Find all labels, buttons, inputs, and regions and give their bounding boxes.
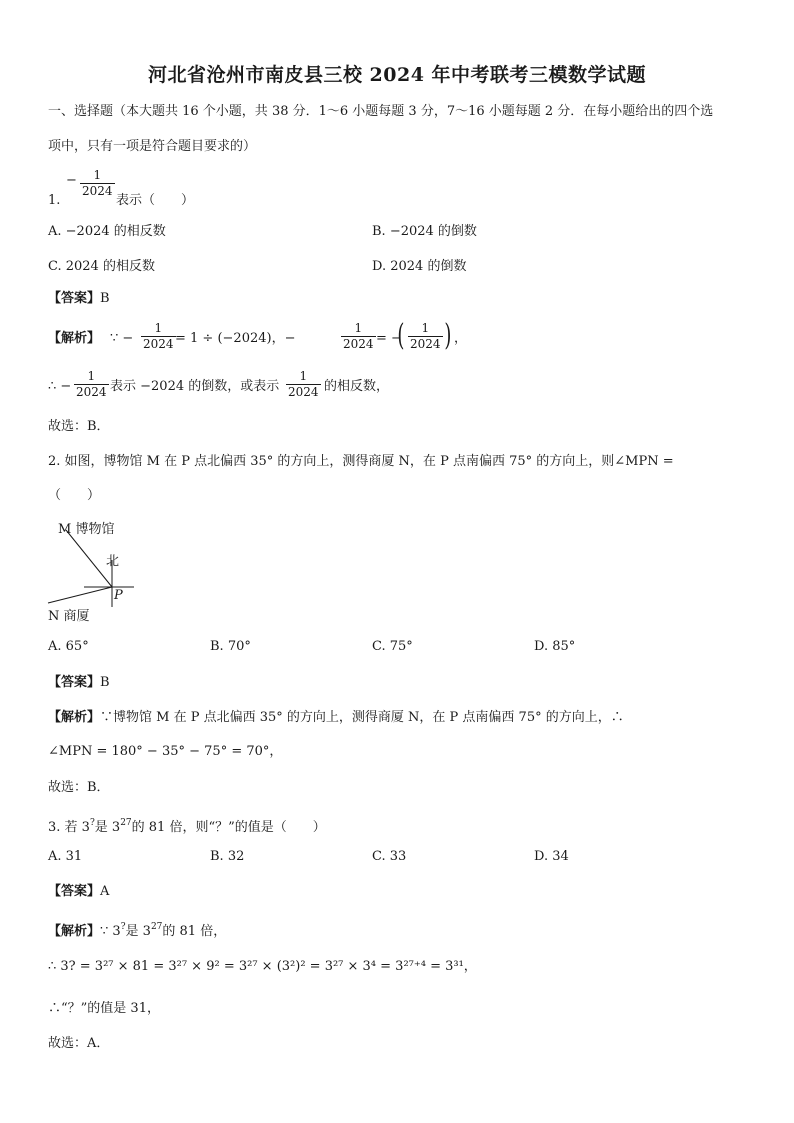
option-a[interactable]: A. 31 bbox=[48, 849, 83, 864]
pn-ray bbox=[48, 587, 112, 603]
question-number: 1. bbox=[48, 193, 61, 208]
direction-diagram bbox=[46, 515, 146, 625]
section-instructions-line1: 一、选择题（本大题共 16 个小题，共 38 分．1～6 小题每题 3 分，7～16 小题每题 2 分．在每小题给出的四个选 bbox=[48, 104, 714, 119]
label-mall: N 商厦 bbox=[48, 609, 90, 624]
fraction-numerator: 1 bbox=[74, 369, 109, 385]
analysis-label: 【解析】 bbox=[48, 924, 101, 939]
analysis-text: ， bbox=[454, 331, 468, 346]
right-paren: ) bbox=[444, 318, 452, 353]
question-1-conclusion: 故选：B． bbox=[48, 419, 110, 434]
answer-value: B bbox=[100, 291, 110, 306]
fraction-numerator: 1 bbox=[80, 168, 115, 184]
analysis-text: 的 81 倍， bbox=[162, 924, 227, 939]
analysis-label: 【解析】 bbox=[48, 331, 101, 346]
exponent: ? bbox=[120, 922, 126, 932]
answer-label: 【答案】 bbox=[48, 291, 101, 306]
answer-value: A bbox=[100, 884, 110, 899]
fraction-denominator: 2024 bbox=[410, 337, 441, 351]
fraction bbox=[408, 321, 443, 352]
question-2-stem-line1: 2. 如图，博物馆 M 在 P 点北偏西 35° 的方向上，测得商厦 N，在 P 点南偏西 75° 的方向上，则∠MPN = bbox=[48, 454, 674, 469]
fraction-denominator: 2024 bbox=[82, 184, 113, 198]
stem-text: 是 3 bbox=[94, 820, 121, 835]
analysis-text: 是 3 bbox=[125, 924, 151, 939]
fraction-denominator: 2024 bbox=[143, 337, 174, 351]
exponent: 27 bbox=[120, 818, 132, 828]
exponent: 27 bbox=[150, 922, 163, 932]
option-b[interactable]: B. 70° bbox=[210, 639, 251, 654]
analysis-text: ∵ 3 bbox=[100, 924, 121, 939]
fraction bbox=[141, 321, 176, 352]
option-d[interactable]: D. 2024 的倒数 bbox=[372, 259, 467, 274]
question-2-analysis-line1 bbox=[48, 709, 624, 727]
fraction bbox=[341, 321, 376, 352]
question-3-conclusion: 故选：A． bbox=[48, 1036, 110, 1051]
option-c[interactable]: C. 2024 的相反数 bbox=[48, 259, 155, 274]
stem-text: 3. 若 3 bbox=[48, 820, 90, 835]
answer-label: 【答案】 bbox=[48, 884, 101, 899]
analysis-text: = − bbox=[376, 331, 402, 346]
fraction-numerator: 1 bbox=[408, 321, 443, 337]
question-1-stem-text: 表示（ ） bbox=[116, 193, 195, 208]
analysis-text: ∵博物馆 M 在 P 点北偏西 35° 的方向上，测得商厦 N，在 P 点南偏西 75° 的方向上，∴ bbox=[100, 710, 624, 725]
analysis-text: = 1 ÷ (−2024)，− bbox=[175, 331, 296, 346]
analysis-text: ∵ − bbox=[110, 331, 134, 346]
analysis-text: 的相反数， bbox=[324, 379, 390, 394]
question-2-conclusion: 故选：B． bbox=[48, 780, 110, 795]
analysis-text: 表示 −2024 的倒数，或表示 bbox=[110, 379, 280, 394]
left-paren: ( bbox=[397, 318, 405, 353]
fraction-denominator: 2024 bbox=[343, 337, 374, 351]
analysis-text: ∴ − bbox=[48, 379, 72, 394]
question-3-stem bbox=[48, 814, 326, 837]
page-title: 河北省沧州市南皮县三校 2024 年中考联考三模数学试题 bbox=[147, 64, 647, 86]
analysis-label: 【解析】 bbox=[48, 710, 101, 725]
fraction bbox=[80, 168, 115, 199]
answer-value: B bbox=[100, 675, 110, 690]
label-museum: M 博物馆 bbox=[58, 522, 115, 537]
fraction-denominator: 2024 bbox=[76, 385, 107, 399]
question-2-answer bbox=[48, 674, 110, 692]
minus-sign: − bbox=[66, 173, 77, 188]
fraction-numerator: 1 bbox=[141, 321, 176, 337]
question-2-analysis-line2: ∠MPN = 180° − 35° − 75° = 70°， bbox=[48, 744, 283, 759]
option-b[interactable]: B. −2024 的倒数 bbox=[372, 224, 477, 239]
label-point-p: P bbox=[114, 588, 123, 603]
stem-text: 的 81 倍，则“？”的值是（ ） bbox=[131, 820, 326, 835]
fraction-numerator: 1 bbox=[286, 369, 321, 385]
option-b[interactable]: B. 32 bbox=[210, 849, 245, 864]
question-3-analysis-line1 bbox=[48, 918, 226, 941]
fraction-denominator: 2024 bbox=[288, 385, 319, 399]
fraction bbox=[286, 369, 321, 400]
label-north: 北 bbox=[106, 554, 120, 569]
question-3-answer bbox=[48, 883, 109, 901]
section-instructions-line2: 项中，只有一项是符合题目要求的） bbox=[48, 139, 257, 154]
option-c[interactable]: C. 33 bbox=[372, 849, 407, 864]
option-a[interactable]: A. 65° bbox=[48, 639, 89, 654]
option-d[interactable]: D. 85° bbox=[534, 639, 576, 654]
exponent: ? bbox=[89, 818, 95, 828]
fraction bbox=[74, 369, 109, 400]
option-c[interactable]: C. 75° bbox=[372, 639, 413, 654]
question-3-analysis-line3: ∴“？”的值是 31， bbox=[48, 1001, 160, 1016]
answer-label: 【答案】 bbox=[48, 675, 101, 690]
option-d[interactable]: D. 34 bbox=[534, 849, 569, 864]
question-2-stem-line2: （ ） bbox=[48, 488, 101, 503]
option-a[interactable]: A. −2024 的相反数 bbox=[48, 224, 166, 239]
question-1-answer bbox=[48, 290, 110, 308]
question-3-analysis-line2: ∴ 3? = 3²⁷ × 81 = 3²⁷ × 9² = 3²⁷ × (3²)² = 3²⁷ × 3⁴ = 3²⁷⁺⁴ = 3³¹， bbox=[48, 959, 477, 974]
fraction-numerator: 1 bbox=[341, 321, 376, 337]
